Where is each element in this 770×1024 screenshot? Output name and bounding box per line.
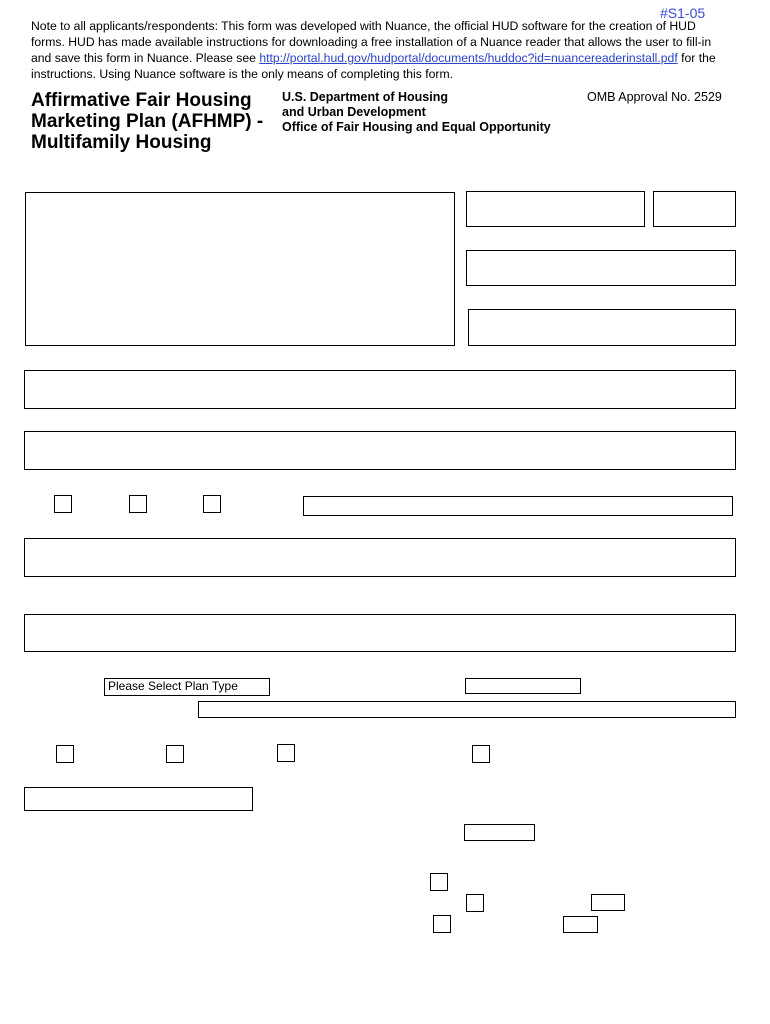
nuance-notice xyxy=(31,18,731,82)
small-field-2[interactable] xyxy=(563,916,598,933)
small-field-1[interactable] xyxy=(591,894,625,911)
applicant-info-field[interactable] xyxy=(25,192,455,346)
form-title-line2: Marketing Plan (AFHMP) - xyxy=(31,111,264,132)
wide-field-1[interactable] xyxy=(24,370,736,409)
form-title-line3: Multifamily Housing xyxy=(31,132,212,153)
form-title-line1: Affirmative Fair Housing xyxy=(31,90,252,111)
other-field[interactable] xyxy=(24,787,253,811)
checkbox-10[interactable] xyxy=(433,915,451,933)
project-number-field[interactable] xyxy=(466,191,645,227)
form-id-label: #S1-05 xyxy=(660,5,706,21)
omb-approval-number: OMB Approval No. 2529 xyxy=(587,90,722,104)
checkbox-5[interactable] xyxy=(166,745,184,763)
checkbox-6[interactable] xyxy=(277,744,295,762)
plan-type-selected-value: Please Select Plan Type xyxy=(108,679,238,693)
checkbox-3[interactable] xyxy=(203,495,221,513)
checkbox-7[interactable] xyxy=(472,745,490,763)
checkbox-2[interactable] xyxy=(129,495,147,513)
form-title xyxy=(31,90,271,153)
checkbox-4[interactable] xyxy=(56,745,74,763)
agency-line3: Office of Fair Housing and Equal Opportunity xyxy=(282,120,551,134)
notice-text-before: Note to all applicants/respondents: This form was developed with Nuance, the official HUD software for the creation of HUD forms. HUD has made available instructions for downloading a free installation of a Nuance reader that allows the user to fill-in and save this form in Nuance. Please see xyxy=(31,19,712,65)
checkbox-1[interactable] xyxy=(54,495,72,513)
checkbox-8[interactable] xyxy=(430,873,448,891)
plan-type-select[interactable] xyxy=(104,678,270,696)
agency-line1: U.S. Department of Housing xyxy=(282,90,448,104)
date-field[interactable] xyxy=(653,191,736,227)
wide-field-4[interactable] xyxy=(24,614,736,652)
plan-date-field[interactable] xyxy=(465,678,581,694)
project-name-field[interactable] xyxy=(466,250,736,286)
agency-line2: and Urban Development xyxy=(282,105,426,119)
agency-name xyxy=(282,90,551,135)
wide-field-3[interactable] xyxy=(24,538,736,577)
notice-text-after: for the instructions. Using Nuance software is the only means of completing this form. xyxy=(31,51,716,81)
project-location-field[interactable] xyxy=(468,309,736,346)
plan-description-field[interactable] xyxy=(198,701,736,718)
nuance-instructions-link[interactable]: http://portal.hud.gov/hudportal/documents/huddoc?id=nuancereaderinstall.pdf xyxy=(259,51,678,65)
number-field-1[interactable] xyxy=(464,824,535,841)
wide-field-2[interactable] xyxy=(24,431,736,470)
other-specify-field[interactable] xyxy=(303,496,733,516)
checkbox-9[interactable] xyxy=(466,894,484,912)
